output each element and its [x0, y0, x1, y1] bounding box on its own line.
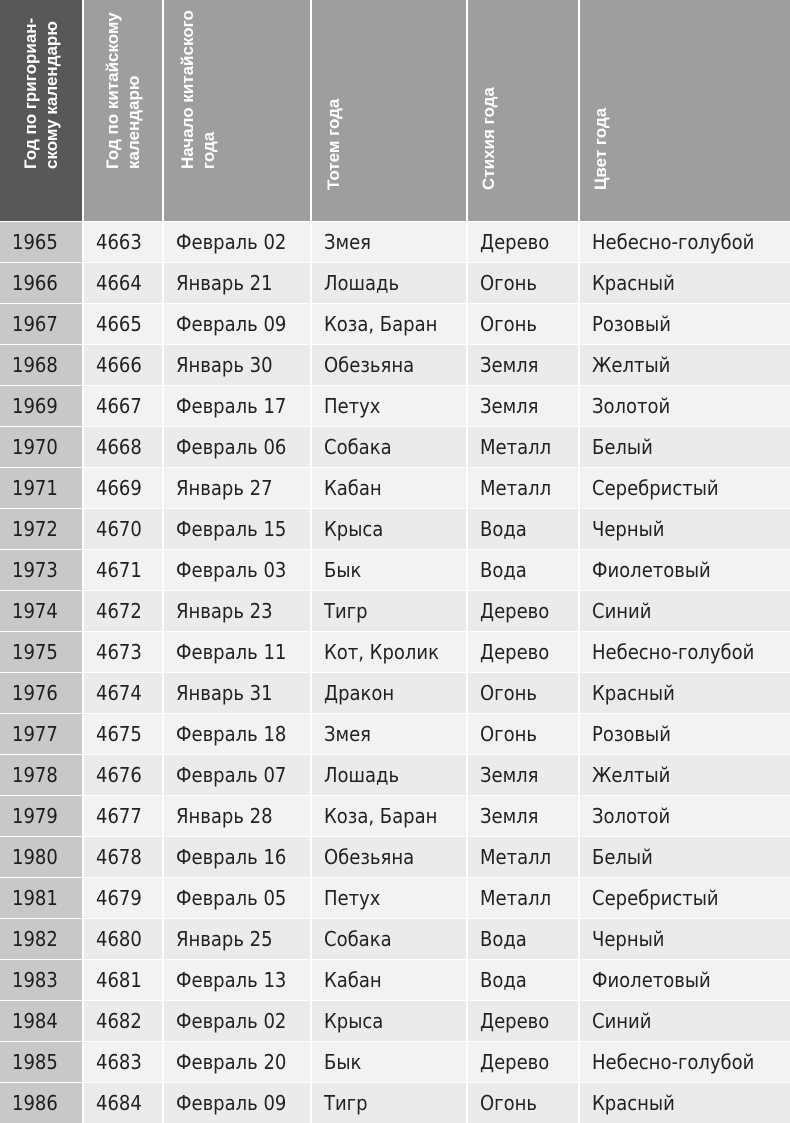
- table-row: [0, 1082, 790, 1123]
- cell-element: Земля: [468, 345, 580, 385]
- cell-totem: Петух: [312, 878, 468, 918]
- table-row: [0, 631, 790, 672]
- cell-color: Белый: [592, 435, 653, 459]
- table-row: [0, 385, 790, 426]
- cell-gregorian-year: 1967: [0, 304, 84, 344]
- table-row: [0, 754, 790, 795]
- cell-gregorian-year: 1984: [0, 1001, 84, 1041]
- cell-color: Желтый: [592, 353, 671, 377]
- cell-element: Дерево: [468, 632, 580, 672]
- cell-gregorian-year: 1971: [0, 468, 84, 508]
- cell-chinese-year: 4666: [84, 345, 164, 385]
- cell-gregorian-year: 1978: [0, 755, 84, 795]
- cell-new-year-start: Февраль 02: [164, 1001, 312, 1041]
- cell-gregorian-year: 1979: [0, 796, 84, 836]
- cell-new-year-start: Февраль 20: [164, 1042, 312, 1082]
- table-row: [0, 467, 790, 508]
- cell-chinese-year: 4663: [84, 222, 164, 262]
- table-row: [0, 1041, 790, 1082]
- table-row: [0, 508, 790, 549]
- header-label: Год по китайскому календарю: [103, 12, 143, 169]
- cell-gregorian-year: 1980: [0, 837, 84, 877]
- header-gregorian-year: [0, 0, 84, 221]
- cell-new-year-start: Февраль 15: [164, 509, 312, 549]
- cell-new-year-start: Февраль 09: [164, 304, 312, 344]
- cell-color: Серебристый: [592, 886, 719, 910]
- cell-color: Небесно-голубой: [592, 230, 755, 254]
- cell-new-year-start: Февраль 05: [164, 878, 312, 918]
- header-label: Начало китайского года: [178, 10, 218, 169]
- cell-totem: Коза, Баран: [312, 304, 468, 344]
- cell-element: Металл: [468, 837, 580, 877]
- cell-color: Синий: [592, 599, 652, 623]
- table-row: [0, 344, 790, 385]
- cell-gregorian-year: 1983: [0, 960, 84, 1000]
- table-row: [0, 549, 790, 590]
- cell-gregorian-year: 1966: [0, 263, 84, 303]
- cell-chinese-year: 4676: [84, 755, 164, 795]
- header-label: Цвет года: [591, 107, 610, 190]
- cell-gregorian-year: 1985: [0, 1042, 84, 1082]
- cell-element: Металл: [468, 468, 580, 508]
- cell-gregorian-year: 1981: [0, 878, 84, 918]
- cell-chinese-year: 4669: [84, 468, 164, 508]
- cell-totem: Коза, Баран: [312, 796, 468, 836]
- cell-totem: Крыса: [312, 1001, 468, 1041]
- cell-new-year-start: Январь 28: [164, 796, 312, 836]
- cell-totem: Крыса: [312, 509, 468, 549]
- table-row: [0, 959, 790, 1000]
- cell-color: Фиолетовый: [592, 968, 711, 992]
- cell-chinese-year: 4672: [84, 591, 164, 631]
- cell-chinese-year: 4682: [84, 1001, 164, 1041]
- cell-new-year-start: Февраль 16: [164, 837, 312, 877]
- table-body: [0, 221, 790, 1123]
- cell-gregorian-year: 1975: [0, 632, 84, 672]
- cell-element: Дерево: [468, 591, 580, 631]
- cell-color: Синий: [592, 1009, 652, 1033]
- cell-totem: Тигр: [312, 591, 468, 631]
- table-row: [0, 221, 790, 262]
- cell-new-year-start: Февраль 02: [164, 222, 312, 262]
- cell-totem: Обезьяна: [312, 345, 468, 385]
- cell-totem: Бык: [312, 1042, 468, 1082]
- cell-element: Дерево: [468, 222, 580, 262]
- cell-element: Земля: [468, 755, 580, 795]
- cell-chinese-year: 4667: [84, 386, 164, 426]
- table-row: [0, 1000, 790, 1041]
- cell-element: Вода: [468, 550, 580, 590]
- cell-element: Металл: [468, 427, 580, 467]
- cell-totem: Лошадь: [312, 755, 468, 795]
- cell-gregorian-year: 1977: [0, 714, 84, 754]
- table-row: [0, 303, 790, 344]
- table-row: [0, 262, 790, 303]
- table-row: [0, 713, 790, 754]
- cell-chinese-year: 4670: [84, 509, 164, 549]
- table-row: [0, 918, 790, 959]
- cell-chinese-year: 4684: [84, 1083, 164, 1123]
- cell-element: Дерево: [468, 1042, 580, 1082]
- cell-element: Огонь: [468, 1083, 580, 1123]
- header-chinese-new-year-start: [164, 0, 312, 221]
- cell-element: Огонь: [468, 673, 580, 713]
- table-row: [0, 795, 790, 836]
- cell-gregorian-year: 1986: [0, 1083, 84, 1123]
- header-totem: [312, 0, 468, 221]
- cell-totem: Змея: [312, 714, 468, 754]
- cell-chinese-year: 4677: [84, 796, 164, 836]
- cell-gregorian-year: 1969: [0, 386, 84, 426]
- cell-color: Золотой: [592, 394, 671, 418]
- cell-new-year-start: Февраль 07: [164, 755, 312, 795]
- header-element: [468, 0, 580, 221]
- cell-chinese-year: 4683: [84, 1042, 164, 1082]
- cell-color: Небесно-голубой: [592, 640, 755, 664]
- cell-gregorian-year: 1970: [0, 427, 84, 467]
- header-label: Год по григориан- скому календарю: [21, 17, 61, 169]
- cell-element: Вода: [468, 509, 580, 549]
- cell-chinese-year: 4679: [84, 878, 164, 918]
- header-label: Стихия года: [479, 87, 498, 190]
- cell-new-year-start: Февраль 18: [164, 714, 312, 754]
- cell-element: Земля: [468, 796, 580, 836]
- cell-chinese-year: 4671: [84, 550, 164, 590]
- cell-totem: Змея: [312, 222, 468, 262]
- cell-color: Красный: [592, 271, 675, 295]
- cell-color: Розовый: [592, 722, 671, 746]
- cell-new-year-start: Январь 21: [164, 263, 312, 303]
- cell-element: Вода: [468, 960, 580, 1000]
- cell-new-year-start: Февраль 11: [164, 632, 312, 672]
- cell-gregorian-year: 1972: [0, 509, 84, 549]
- cell-new-year-start: Февраль 03: [164, 550, 312, 590]
- table-header: [0, 0, 790, 221]
- cell-new-year-start: Январь 25: [164, 919, 312, 959]
- cell-gregorian-year: 1968: [0, 345, 84, 385]
- cell-new-year-start: Январь 27: [164, 468, 312, 508]
- cell-chinese-year: 4665: [84, 304, 164, 344]
- cell-chinese-year: 4680: [84, 919, 164, 959]
- cell-new-year-start: Январь 30: [164, 345, 312, 385]
- cell-new-year-start: Февраль 17: [164, 386, 312, 426]
- cell-totem: Лошадь: [312, 263, 468, 303]
- header-label: Тотем года: [324, 98, 343, 190]
- cell-color: Розовый: [592, 312, 671, 336]
- cell-totem: Кабан: [312, 960, 468, 1000]
- cell-new-year-start: Февраль 09: [164, 1083, 312, 1123]
- cell-new-year-start: Январь 23: [164, 591, 312, 631]
- cell-totem: Бык: [312, 550, 468, 590]
- cell-gregorian-year: 1973: [0, 550, 84, 590]
- cell-gregorian-year: 1965: [0, 222, 84, 262]
- cell-gregorian-year: 1974: [0, 591, 84, 631]
- cell-color: Желтый: [592, 763, 671, 787]
- header-color: [580, 0, 790, 221]
- cell-color: Белый: [592, 845, 653, 869]
- cell-chinese-year: 4675: [84, 714, 164, 754]
- cell-new-year-start: Февраль 13: [164, 960, 312, 1000]
- cell-new-year-start: Январь 31: [164, 673, 312, 713]
- cell-totem: Собака: [312, 427, 468, 467]
- cell-totem: Собака: [312, 919, 468, 959]
- cell-totem: Обезьяна: [312, 837, 468, 877]
- cell-element: Металл: [468, 878, 580, 918]
- cell-element: Земля: [468, 386, 580, 426]
- cell-totem: Дракон: [312, 673, 468, 713]
- cell-totem: Кот, Кролик: [312, 632, 468, 672]
- cell-color: Золотой: [592, 804, 671, 828]
- cell-totem: Петух: [312, 386, 468, 426]
- cell-chinese-year: 4668: [84, 427, 164, 467]
- table-row: [0, 590, 790, 631]
- cell-element: Огонь: [468, 263, 580, 303]
- cell-gregorian-year: 1976: [0, 673, 84, 713]
- cell-gregorian-year: 1982: [0, 919, 84, 959]
- cell-color: Черный: [592, 927, 665, 951]
- cell-new-year-start: Февраль 06: [164, 427, 312, 467]
- table-row: [0, 836, 790, 877]
- cell-element: Дерево: [468, 1001, 580, 1041]
- cell-color: Серебристый: [592, 476, 719, 500]
- table-row: [0, 877, 790, 918]
- table-row: [0, 426, 790, 467]
- cell-chinese-year: 4664: [84, 263, 164, 303]
- cell-color: Фиолетовый: [592, 558, 711, 582]
- cell-totem: Кабан: [312, 468, 468, 508]
- cell-color: Красный: [592, 681, 675, 705]
- header-chinese-year: [84, 0, 164, 221]
- cell-chinese-year: 4681: [84, 960, 164, 1000]
- cell-color: Черный: [592, 517, 665, 541]
- cell-chinese-year: 4673: [84, 632, 164, 672]
- cell-totem: Тигр: [312, 1083, 468, 1123]
- cell-chinese-year: 4678: [84, 837, 164, 877]
- cell-element: Огонь: [468, 304, 580, 344]
- cell-color: Небесно-голубой: [592, 1050, 755, 1074]
- cell-chinese-year: 4674: [84, 673, 164, 713]
- cell-element: Вода: [468, 919, 580, 959]
- cell-element: Огонь: [468, 714, 580, 754]
- cell-color: Красный: [592, 1091, 675, 1115]
- table-row: [0, 672, 790, 713]
